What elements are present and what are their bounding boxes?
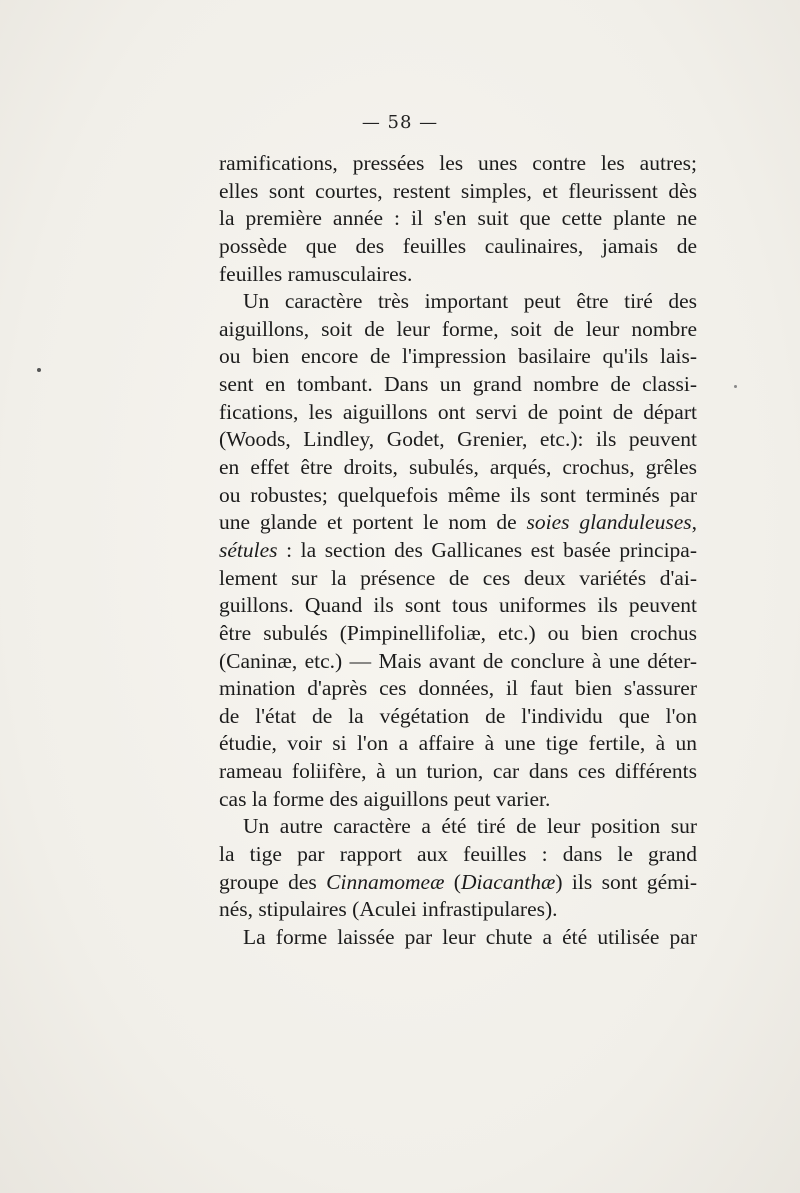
text-line [219,869,697,897]
text-line: nés, stipulaires (Aculei infrastipulares). [219,897,558,922]
text-line: ou bien encore de l'impression basilaire qu'ils lais- [219,344,697,369]
text-line: étudie, voir si l'on a affaire à une tige fertile, à un [219,731,697,756]
text-line: possède que des feuilles caulinaires, jamais de [219,233,697,258]
text-line: cas la forme des aiguillons peut varier. [219,786,551,811]
text-line: la tige par rapport aux feuilles : dans le grand [219,842,697,867]
text-line: guillons. Quand ils sont tous uniformes ils peuvent [219,593,697,618]
text-line: être subulés (Pimpinellifoliæ, etc.) ou bien crochus [219,620,697,645]
text-line: de l'état de la végétation de l'individu que l'on [219,703,697,728]
italic-term: Cinnamomeæ [326,869,445,894]
text-segment: ) ils sont gémi- [555,869,697,894]
text-segment: , [691,510,697,535]
italic-term: soies glanduleuses [526,510,692,535]
text-line: rameau foliifère, à un turion, car dans ces différents [219,759,697,784]
body-text [219,150,697,952]
text-line [219,509,697,537]
text-line [219,537,697,565]
text-line: aiguillons, soit de leur forme, soit de leur nombre [219,316,697,341]
text-line: sent en tombant. Dans un grand nombre de classi- [219,372,697,397]
italic-term: Diacanthæ [460,869,556,894]
text-line: feuilles ramusculaires. [219,261,413,286]
text-line: La forme laissée par leur chute a été utilisée par [243,924,697,949]
text-segment: une glande et portent le nom de [219,510,527,535]
text-line: elles sont courtes, restent simples, et fleurissent dès [219,178,697,203]
text-line: (Caninæ, etc.) — Mais avant de conclure à une déter- [219,648,697,673]
text-line: (Woods, Lindley, Godet, Grenier, etc.): ils peuvent [219,427,697,452]
margin-speck [734,385,737,388]
text-line: mination d'après ces données, il faut bien s'assurer [219,676,697,701]
text-line: ou robustes; quelquefois même ils sont terminés par [219,482,697,507]
text-segment: : la section des Gallicanes est basée principa- [277,537,697,562]
text-segment: groupe des [219,869,327,894]
page-number: — 58 — [361,112,439,133]
text-line: en effet être droits, subulés, arqués, crochus, grêles [219,455,697,480]
text-line: la première année : il s'en suit que cette plante ne [219,206,697,231]
margin-speck [37,368,41,372]
text-line: lement sur la présence de ces deux variétés d'ai- [219,565,697,590]
text-line: Un caractère très important peut être tiré des [243,289,697,314]
text-segment: ( [444,869,461,894]
text-line: fications, les aiguillons ont servi de point de départ [219,399,697,424]
text-line: ramifications, pressées les unes contre les autres; [219,151,697,175]
italic-term: sétules [219,537,278,562]
text-line: Un autre caractère a été tiré de leur position sur [243,814,697,839]
